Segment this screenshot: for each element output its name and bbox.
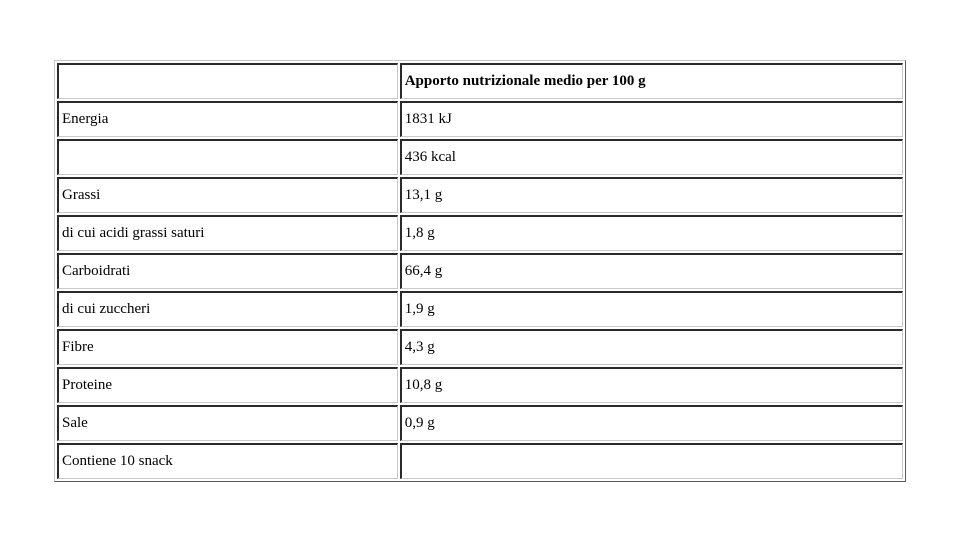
row-value-carbohydrates: 66,4 g bbox=[400, 253, 903, 289]
header-title-cell: Apporto nutrizionale medio per 100 g bbox=[400, 63, 903, 99]
table-row bbox=[57, 367, 903, 403]
row-label-energy: Energia bbox=[57, 101, 398, 137]
table-header-row bbox=[57, 63, 903, 99]
row-label-sugars: di cui zuccheri bbox=[57, 291, 398, 327]
header-empty-cell bbox=[57, 63, 398, 99]
table-row bbox=[57, 215, 903, 251]
row-label-fibre: Fibre bbox=[57, 329, 398, 365]
row-value-energy-kj: 1831 kJ bbox=[400, 101, 903, 137]
row-label-saturated-fats: di cui acidi grassi saturi bbox=[57, 215, 398, 251]
row-label-carbohydrates: Carboidrati bbox=[57, 253, 398, 289]
table-row bbox=[57, 253, 903, 289]
row-value-protein: 10,8 g bbox=[400, 367, 903, 403]
row-label-protein: Proteine bbox=[57, 367, 398, 403]
row-label-fats: Grassi bbox=[57, 177, 398, 213]
table-row bbox=[57, 443, 903, 479]
table-row bbox=[57, 139, 903, 175]
row-value-saturated-fats: 1,8 g bbox=[400, 215, 903, 251]
row-label-package-contents: Contiene 10 snack bbox=[57, 443, 398, 479]
row-value-empty bbox=[400, 443, 903, 479]
row-value-salt: 0,9 g bbox=[400, 405, 903, 441]
table-row bbox=[57, 329, 903, 365]
table-row bbox=[57, 291, 903, 327]
row-label-salt: Sale bbox=[57, 405, 398, 441]
table-row bbox=[57, 101, 903, 137]
row-value-energy-kcal: 436 kcal bbox=[400, 139, 903, 175]
row-value-fats: 13,1 g bbox=[400, 177, 903, 213]
row-value-sugars: 1,9 g bbox=[400, 291, 903, 327]
table-row bbox=[57, 177, 903, 213]
table-row bbox=[57, 405, 903, 441]
row-label-empty bbox=[57, 139, 398, 175]
row-value-fibre: 4,3 g bbox=[400, 329, 903, 365]
nutrition-table bbox=[54, 60, 906, 482]
